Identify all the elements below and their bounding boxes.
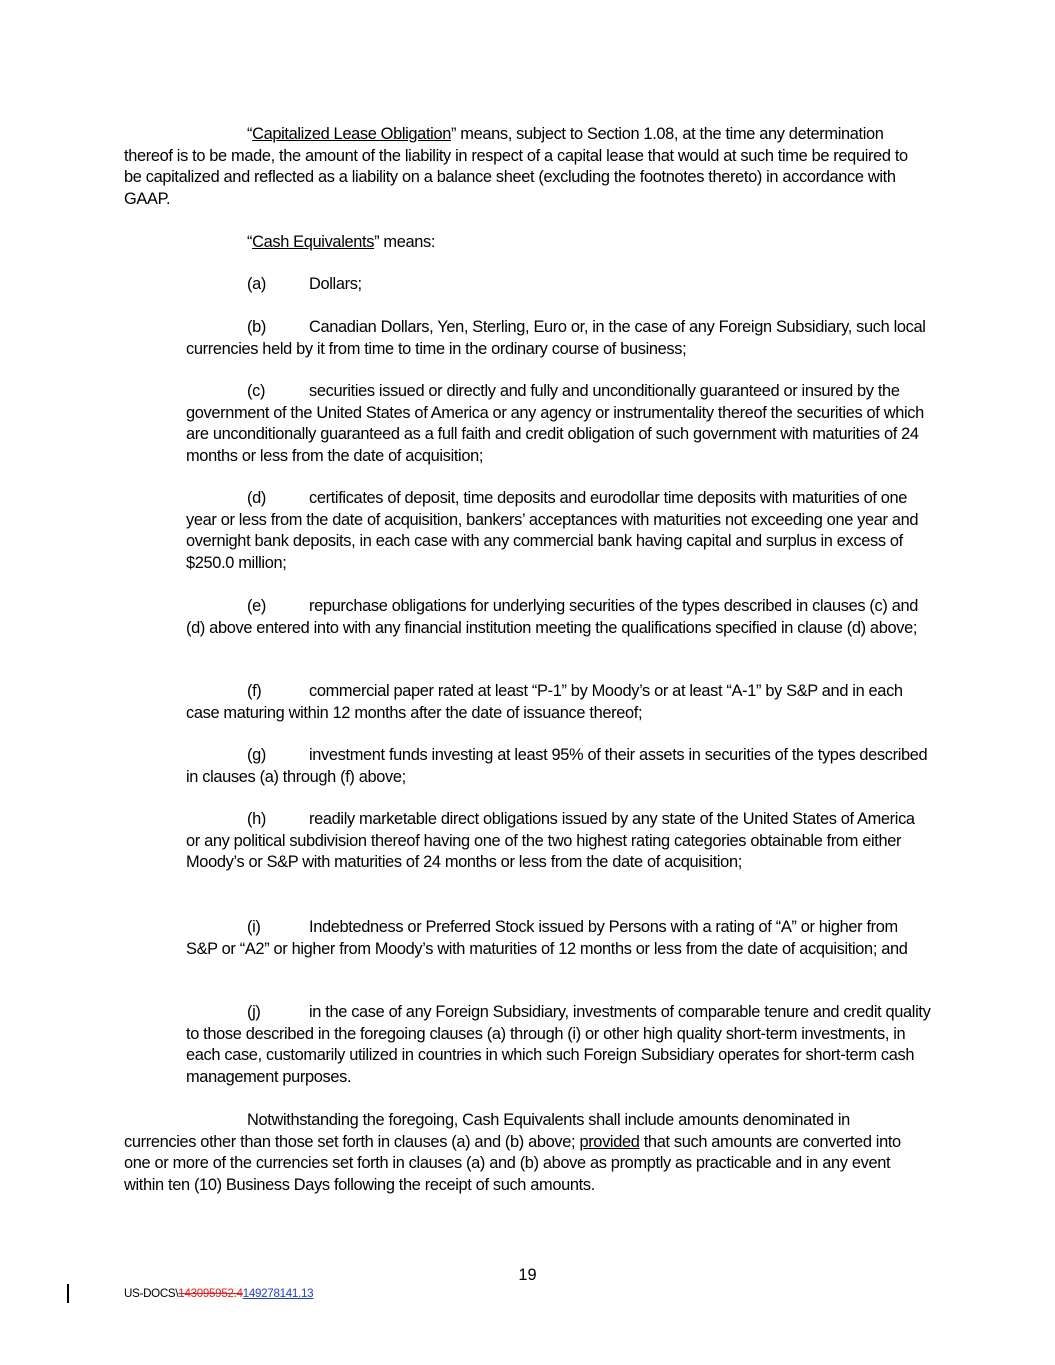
doc-id-prefix: US-DOCS\ — [124, 1287, 179, 1300]
clause-e — [186, 596, 931, 639]
clause-text: securities issued or directly and fully and unconditionally guaranteed or insured by the government of the United States of America or any agency or instrumentality thereof the securities of which are unconditionally guaranteed as a full faith and credit obligation of such government with maturities of 24 months or less from the date of acquisition; — [186, 382, 924, 465]
paragraph-text-before: Notwithstanding the foregoing, Cash Equivalents shall include amounts denominated in currencies other than those set forth in clauses (a) and (b) above; — [124, 1111, 850, 1151]
clause-b — [186, 317, 931, 360]
page-number: 19 — [518, 1266, 537, 1284]
clause-text: investment funds investing at least 95% of their assets in securities of the types described in clauses (a) through (f) above; — [186, 746, 928, 786]
clause-label: (i) — [247, 918, 261, 936]
clause-text: Indebtedness or Preferred Stock issued by Persons with a rating of “A” or higher from S&P or “A2” or higher from Moody’s with maturities of 12 months or less from the date of acquisition; and — [186, 918, 908, 958]
clause-text: repurchase obligations for underlying securities of the types described in clauses (c) and (d) above entered into with any financial institution meeting the qualifications specified in clause (d) above; — [186, 597, 918, 637]
doc-id-inserted: 149278141.13 — [242, 1287, 314, 1300]
document-id — [124, 1287, 313, 1301]
clause-label: (e) — [247, 597, 266, 615]
revision-change-bar — [67, 1284, 69, 1303]
clause-g — [186, 745, 931, 788]
clause-c — [186, 381, 931, 467]
clause-text: commercial paper rated at least “P-1” by Moody’s or at least “A-1” by S&P and in each case maturing within 12 months after the date of issuance thereof; — [186, 682, 903, 722]
definition-text: ” means: — [374, 233, 436, 251]
clause-text: in the case of any Foreign Subsidiary, investments of comparable tenure and credit quality to those described in the foregoing clauses (a) through (i) or other high quality short-term investments, in each case, customarily utilized in countries in which such Foreign Subsidiary operates for short-term cash management purposes. — [186, 1003, 931, 1086]
clause-label: (f) — [247, 682, 262, 700]
clause-text: Dollars; — [309, 275, 362, 293]
clause-label: (d) — [247, 489, 266, 507]
notwithstanding-paragraph — [124, 1110, 924, 1196]
clause-d — [186, 488, 931, 574]
clause-i — [186, 917, 931, 960]
proviso-term: provided — [579, 1132, 640, 1151]
clause-label: (c) — [247, 382, 266, 400]
clause-f — [186, 681, 931, 724]
clause-label: (j) — [247, 1003, 261, 1021]
clause-h — [186, 809, 931, 874]
paragraph-text-after: that such amounts are converted into one or more of the currencies set forth in clauses (a) and (b) above as promptly as practicable and in any event within ten (10) Business Days following the receipt of such amounts. — [124, 1132, 901, 1194]
defined-term: Capitalized Lease Obligation — [252, 125, 451, 143]
definition-capitalized-lease-obligation — [124, 124, 924, 210]
open-quote: “ — [247, 233, 253, 251]
clause-a — [186, 274, 931, 296]
clause-label: (b) — [247, 318, 266, 336]
definition-text: ” means, subject to Section 1.08, at the time any determination thereof is to be made, the amount of the liability in respect of a capital lease that would at such time be required to be capitalized and reflected as a liability on a balance sheet (excluding the footnotes thereto) in accordance with GAAP. — [124, 125, 908, 208]
clause-label: (h) — [247, 810, 266, 828]
open-quote: “ — [247, 125, 253, 143]
definition-cash-equivalents — [124, 232, 924, 254]
doc-id-deleted: 143095952.4 — [178, 1287, 243, 1300]
defined-term: Cash Equivalents — [252, 233, 375, 251]
clause-label: (g) — [247, 746, 266, 764]
clause-text: readily marketable direct obligations issued by any state of the United States of America or any political subdivision thereof having one of the two highest rating categories obtainable from either Moody’s or S&P with maturities of 24 months or less from the date of acquisition; — [186, 810, 915, 872]
clause-text: Canadian Dollars, Yen, Sterling, Euro or, in the case of any Foreign Subsidiary, such local currencies held by it from time to time in the ordinary course of business; — [186, 318, 926, 358]
clause-text: certificates of deposit, time deposits and eurodollar time deposits with maturities of one year or less from the date of acquisition, bankers’ acceptances with maturities not exceeding one year and overnight bank deposits, in each case with any commercial bank having capital and surplus in excess of $250.0 million; — [186, 489, 919, 572]
clause-j — [186, 1002, 931, 1088]
clause-label: (a) — [247, 275, 266, 293]
